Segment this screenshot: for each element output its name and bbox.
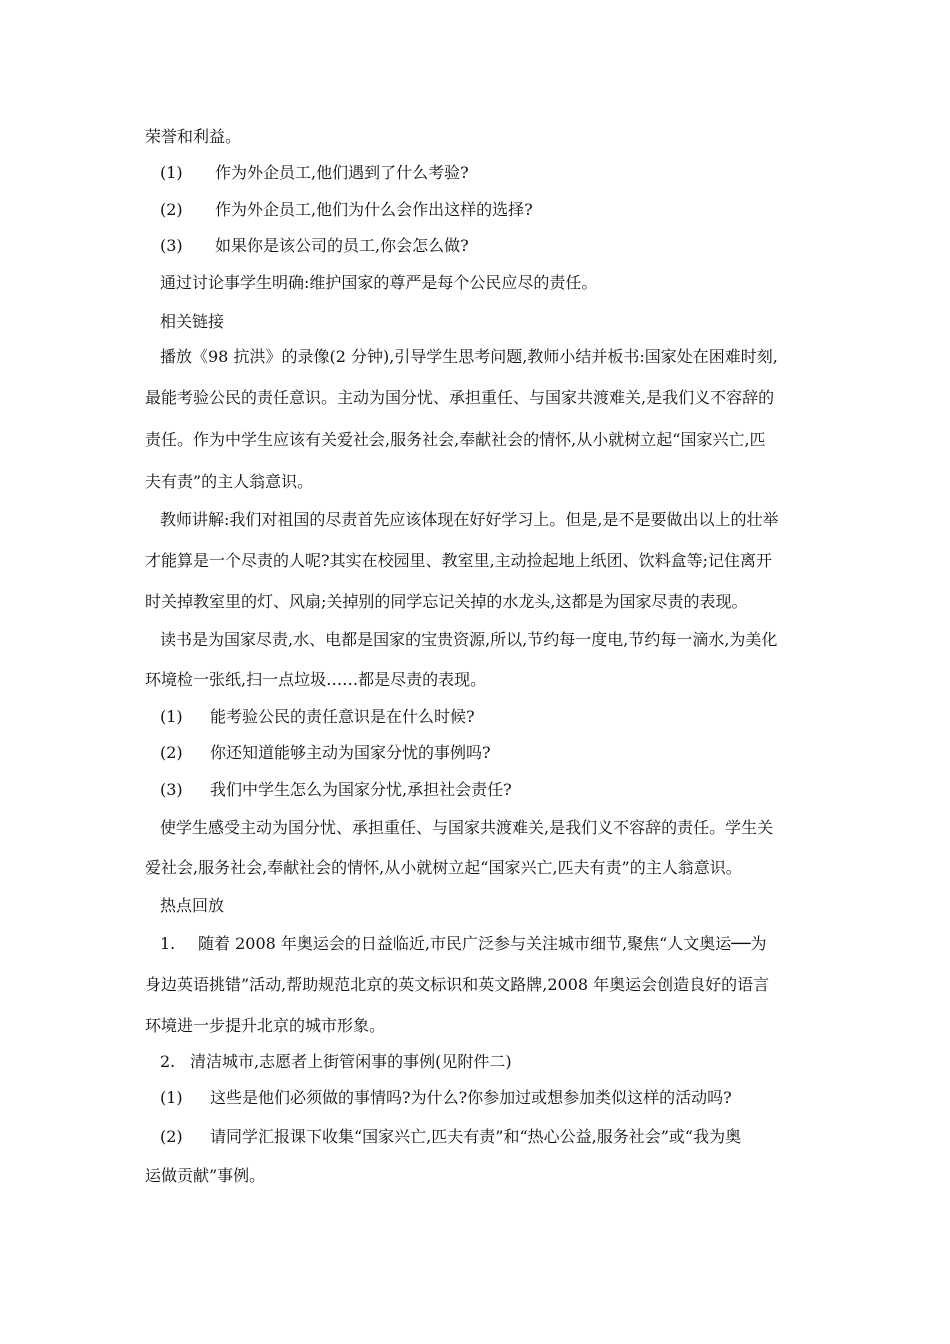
list-item: 请同学汇报课下收集“国家兴亡,匹夫有责”和“热心公益,服务社会”或“我为奥 [210,1127,742,1146]
paragraph-line: 责任。作为中学生应该有关爱社会,服务社会,奉献社会的情怀,从小就树立起“国家兴亡,匹 [145,430,766,449]
paragraph-line: 播放《98 抗洪》的录像(2 分钟),引导学生思考问题,教师小结并板书:国家处在困难时刻, [160,347,778,366]
paragraph-line: 运做贡献”事例。 [145,1166,266,1185]
list-item: 能考验公民的责任意识是在什么时候? [210,707,475,726]
paragraph-line: 时关掉教室里的灯、风扇;关掉别的同学忘记关掉的水龙头,这都是为国家尽责的表现。 [145,592,748,611]
paragraph-line: 才能算是一个尽责的人呢?其实在校园里、教室里,主动捡起地上纸团、饮料盒等;记住离开 [145,551,773,570]
paragraph-line: 环境进一步提升北京的城市形象。 [145,1016,386,1035]
list-number: (2) [160,743,183,762]
list-number: (1) [160,163,183,182]
list-item: 作为外企员工,他们遇到了什么考验? [215,163,469,182]
list-item: 随着 2008 年奥运会的日益临近,市民广泛参与关注城市细节,聚焦“人文奥运──为 [198,934,767,953]
paragraph-line: 夫有责”的主人翁意识。 [145,472,314,491]
list-number: 2. [160,1052,176,1071]
paragraph-line: 通过讨论事学生明确:维护国家的尊严是每个公民应尽的责任。 [160,273,598,292]
section-heading: 相关链接 [160,312,225,331]
section-heading: 热点回放 [160,896,225,915]
list-number: 1. [160,934,176,953]
list-item: 如果你是该公司的员工,你会怎么做? [215,236,469,255]
list-item: 你还知道能够主动为国家分忧的事例吗? [210,743,491,762]
list-number: (3) [160,236,183,255]
list-number: (2) [160,1127,183,1146]
list-number: (1) [160,1088,183,1107]
paragraph-line: 教师讲解:我们对祖国的尽责首先应该体现在好好学习上。但是,是不是要做出以上的壮举 [160,510,779,529]
list-number: (2) [160,200,183,219]
list-item: 清洁城市,志愿者上街管闲事的事例(见附件二) [190,1052,512,1071]
paragraph-line: 环境检一张纸,扫一点垃圾……都是尽责的表现。 [145,670,487,689]
paragraph-line: 身边英语挑错”活动,帮助规范北京的英文标识和英文路牌,2008 年奥运会创造良好的语言 [145,975,770,994]
paragraph-line: 使学生感受主动为国分忧、承担重任、与国家共渡难关,是我们义不容辞的责任。学生关 [160,818,774,837]
list-item: 这些是他们必须做的事情吗?为什么?你参加过或想参加类似这样的活动吗? [210,1088,732,1107]
list-item: 我们中学生怎么为国家分忧,承担社会责任? [210,780,512,799]
paragraph-line: 读书是为国家尽责,水、电都是国家的宝贵资源,所以,节约每一度电,节约每一滴水,为美化 [160,630,778,649]
paragraph-line: 最能考验公民的责任意识。主动为国分忧、承担重任、与国家共渡难关,是我们义不容辞的 [145,388,775,407]
paragraph-line: 爱社会,服务社会,奉献社会的情怀,从小就树立起“国家兴亡,匹夫有责”的主人翁意识。 [145,858,742,877]
list-number: (3) [160,780,183,799]
list-number: (1) [160,707,183,726]
paragraph-line: 荣誉和利益。 [145,127,242,146]
list-item: 作为外企员工,他们为什么会作出这样的选择? [215,200,533,219]
